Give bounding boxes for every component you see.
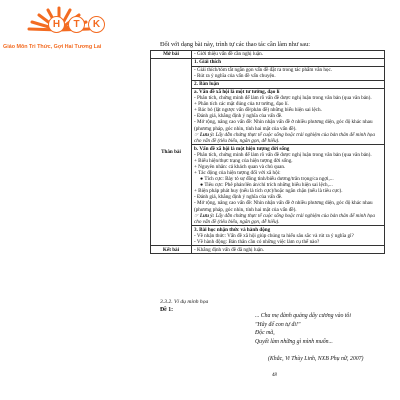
text-line: - Về nhận thức: Vấn đề xã hội giúp chúng ta hiểu sâu sắc và rút ra ý nghĩa gì? xyxy=(194,232,354,239)
text-line: + Bác bỏ (lật ngược vấn đề/phản đề) những biểu hiện sai lệch. xyxy=(194,107,322,114)
logo-brand xyxy=(48,16,128,33)
table-row xyxy=(151,246,385,254)
text-line: + Phân tích các mặt đúng của tư tưởng, đạo lí. xyxy=(194,101,289,108)
poem-excerpt xyxy=(255,312,351,347)
part-content: - Giới thiệu vấn đề cần nghị luận. xyxy=(192,51,385,59)
text-line: + Biện pháp phát huy (nếu là tích cực)/hoặc ngăn chặn (nếu là tiêu cực). xyxy=(194,188,343,195)
poem-source: (Khắc, Vi Thùy Linh, NXB Phụ nữ, 2007) xyxy=(268,356,364,362)
pointer-icon: ☞ xyxy=(194,212,199,219)
text-line: + Biểu hiện/thực trạng của hiện tượng đời sống. xyxy=(194,157,293,164)
part-label: Thân bài xyxy=(151,58,192,245)
text-line: - Phân tích, chứng minh để làm rõ vấn đề được nghị luận trong văn bản (qua văn bản). xyxy=(194,95,372,102)
section-content xyxy=(192,226,385,246)
pointer-icon: ☞ xyxy=(194,131,199,138)
logo-letter: H xyxy=(48,16,65,33)
text-line: - Mở rộng, nâng cao vấn đề: Nhìn nhận vấn đề ở nhiều phương diện, góc độ khác nhau (phương pháp, góc nhìn, tính hai mặt của vấn đề). xyxy=(194,119,373,132)
subsection-title: b. Vấn đề xã hội là một hiện tượng đời sống xyxy=(194,145,290,152)
section-content xyxy=(192,88,385,145)
text-line: + Tác động của hiện tượng đối với xã hội: xyxy=(194,169,281,176)
note-text: Lấy dẫn chứng thực tế cuộc sống hoặc trải nghiệm của bản thân để minh họa cho vấn đề (tiêu biểu, ngắn gọn, dễ hiểu). xyxy=(194,131,375,144)
logo xyxy=(0,0,128,60)
bullet-text: Tích cực: Bày tỏ sự đồng tình/biểu dương/trân trọng/ca ngợi,... xyxy=(204,176,334,183)
example-label: Đề 1: xyxy=(160,307,174,313)
bullet-text: Tiêu cực: Phê phán/lên án/chỉ trích những biểu hiện sai lệch,... xyxy=(204,182,333,189)
note xyxy=(194,213,382,225)
page-number: 48 xyxy=(272,373,277,378)
section-title: 3. Bài học nhận thức và hành động xyxy=(194,226,271,233)
section-title: 2. Bàn luận xyxy=(192,80,385,88)
text-line: - Đánh giá, khẳng định ý nghĩa của vấn đề. xyxy=(194,113,283,120)
subsection-title: a. Vấn đề xã hội là một tư tưởng, đạo lí xyxy=(194,88,280,95)
poem-line: Quyết làm những gì mình muốn... xyxy=(255,339,333,346)
table-row xyxy=(151,58,385,66)
text-line: - Về hành động: Bản thân cần có những việc làm cụ thể nào? xyxy=(194,238,320,245)
part-label: Mở bài xyxy=(151,51,192,59)
bullet-icon: ● xyxy=(200,182,204,189)
poem-line: ... Cha mẹ đành quảng dây cương vào tôi xyxy=(255,313,351,319)
bullet-icon: ● xyxy=(200,176,204,183)
section-title: 1. Giải thích xyxy=(192,58,385,66)
poem-line: Độc mã, xyxy=(255,330,275,337)
logo-letter: T xyxy=(68,16,85,33)
logo-letter: K xyxy=(88,16,105,33)
part-content: - Khẳng định vấn đề đã nghị luận. xyxy=(192,246,385,254)
text-line: - Phân tích, chứng minh để làm rõ vấn đề được nghị luận trong văn bản (qua văn bản). xyxy=(194,151,372,158)
note-label: Lưu ý: xyxy=(199,212,215,219)
sub-heading: 3.3.2. Ví dụ minh họa xyxy=(160,299,209,305)
logo-slogan: Giáo Môn Tri Thức, Gợi Hai Tương Lai xyxy=(3,44,102,50)
text-line: + Nguyên nhân: cả khách quan và chủ quan. xyxy=(194,163,286,170)
text-line: - Mở rộng, nâng cao vấn đề: Nhìn nhận vấn đề ở nhiều phương diện, góc độ khác nhau (phương pháp, góc nhìn, tính hai mặt của vấn đề). xyxy=(194,200,373,213)
outline-table xyxy=(150,50,385,254)
text-line: - Đánh giá, khẳng định ý nghĩa của vấn đề. xyxy=(194,194,283,201)
poem-line: "Hãy để con tự đi!" xyxy=(255,321,301,328)
text-line: - Giải thích/tóm tắt ngắn gọn vấn đề đặt ra trong tác phẩm văn học. xyxy=(194,67,333,74)
note-text: Lấy dẫn chứng thực tế cuộc sống hoặc trải nghiệm của bản thân để minh họa cho vấn đề (tiêu biểu, ngắn gọn, dễ hiểu). xyxy=(194,212,375,225)
table-row xyxy=(151,51,385,59)
section-content xyxy=(192,145,385,226)
part-label: Kết bài xyxy=(151,246,192,254)
intro-text: Đối với dạng bài này, trình tự các thao tác cần làm như sau: xyxy=(160,41,310,48)
note xyxy=(194,132,382,144)
section-content xyxy=(192,66,385,80)
note-label: Lưu ý: xyxy=(199,131,215,138)
text-line: - Rút ra ý nghĩa của vấn đề vấn chuyện. xyxy=(194,73,276,80)
